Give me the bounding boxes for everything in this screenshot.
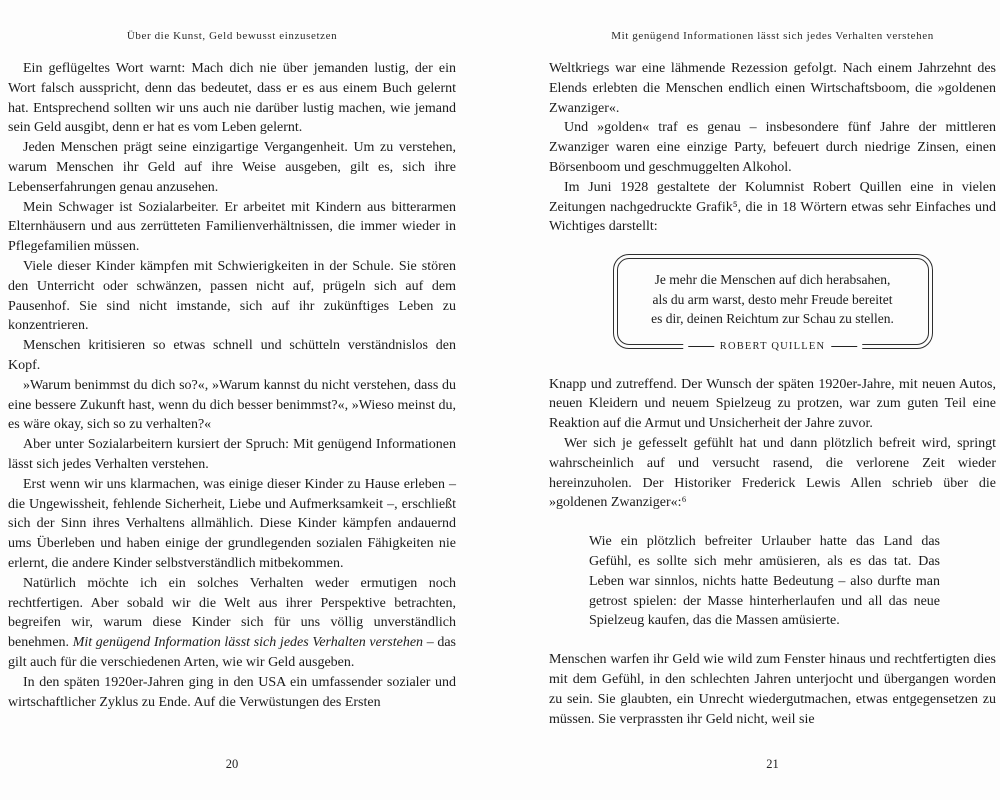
italic-phrase: Mit genügend Information lässt sich jedes Verhalten verstehen xyxy=(72,635,424,651)
right-page-body xyxy=(549,59,996,729)
paragraph: Viele dieser Kinder kämpfen mit Schwierigkeiten in der Schule. Sie stören den Unterricht oder schwänzen, passen nicht auf, prügeln sich auf dem Pausenhof. Sie sind nicht imstande, sich auf ihr zukünftiges Leben zu konzentrieren. xyxy=(8,258,456,334)
quote-box xyxy=(613,254,933,352)
paragraph: Ein geflügeltes Wort warnt: Mach dich nie über jemanden lustig, der ein Wort falsch ausspricht, denn das bedeutet, dass er es aus einem Buch gelernt hat. Entsprechend sollten wir uns auch nie darüber lustig machen, wie jemand sein Geld ausgibt, denn er hat es vom Leben gelernt. xyxy=(8,61,456,136)
paragraph-text: – das gilt auch für die verschiedenen Arten, wie wir Geld ausgeben. xyxy=(8,635,457,670)
block-quote: Wie ein plötzlich befreiter Urlauber hatte das Land das Gefühl, es sollte sich mehr amüsieren, als es das tat. Das Leben war sinnlos, nichts hatte Bedeutung – also durfte man getrost spielen: der Masse hinterherlaufen und all das neue Spielzeug kaufen, das die Massen amüsierte. xyxy=(589,534,940,629)
paragraph: In den späten 1920er-Jahren ging in den USA ein umfassender sozialer und wirtschaftlicher Zyklus zu Ende. Auf die Verwüstungen des Ersten xyxy=(8,674,456,710)
quote-line: es dir, deinen Reichtum zur Schau zu stellen. xyxy=(651,311,894,327)
left-page-content xyxy=(0,30,500,712)
right-page xyxy=(500,0,1000,800)
page-number-right: 21 xyxy=(766,757,779,771)
paragraph: Knapp und zutreffend. Der Wunsch der späten 1920er-Jahre, mit neuen Autos, neuen Kleidern und neuem Spielzeug zu protzen, war zum guten Teil eine Reaktion auf die Armut und Unsicherheit der Jahre zuvor. xyxy=(549,376,996,432)
attribution-name: ROBERT QUILLEN xyxy=(719,340,826,352)
running-header-right: Mit genügend Informationen lässt sich jedes Verhalten verstehen xyxy=(611,30,934,42)
quote-line: als du arm warst, desto mehr Freude bereitet xyxy=(652,291,893,307)
paragraph: Und »golden« traf es genau – insbesondere fünf Jahre der mittleren Zwanziger waren eine einzige Party, befeuert durch niedrige Zinsen, einen Börsenboom und geschmuggelten Alkohol. xyxy=(549,120,996,175)
paragraph: Erst wenn wir uns klarmachen, was einige dieser Kinder zu Hause erleben – die Ungewissheit, fehlende Sicherheit, Liebe und Aufmerksamkeit –, erschließt sich der Sinn ihres Verhaltens allmählich. Diese Kinder kämpfen andauernd ums Überleben und haben einige der grundlegenden sozialen Fähigkeiten nie erlernt, die andere Kinder selbstverständlich mitbekommen. xyxy=(8,476,456,571)
quote-attribution xyxy=(683,337,863,357)
quote-line: Je mehr die Menschen auf dich herabsahen, xyxy=(654,272,891,288)
paragraph: Im Juni 1928 gestaltete der Kolumnist Robert Quillen eine in vielen Zeitungen nachgedruckte Grafik⁵, die in 18 Wörtern etwas sehr Einfaches und Wichtiges darstellt: xyxy=(549,179,996,235)
paragraph-text: Natürlich möchte ich ein solches Verhalten weder ermutigen noch rechtfertigen. Aber sobald wir die Welt aus ihrer Perspektive betrachten, begreifen wir, warum diese Kinder sich für uns völlig unverständlich benehmen. xyxy=(8,575,456,651)
paragraph-with-italic xyxy=(8,574,456,673)
attribution-rule-left xyxy=(688,346,714,347)
paragraph: Jeden Menschen prägt seine einzigartige Vergangenheit. Um zu verstehen, warum Menschen ihr Geld auf ihre Weise ausgeben, gilt es, sich ihre Lebenserfahrungen genau anzusehen. xyxy=(8,140,456,195)
right-page-content xyxy=(500,30,1000,729)
paragraph: »Warum benimmst du dich so?«, »Warum kannst du nicht verstehen, dass du eine bessere Zukunft hast, wenn du dich besser benimmst?«, »Wieso meinst du, es wäre okay, sich so zu verhalten?« xyxy=(8,377,456,433)
running-header-left: Über die Kunst, Geld bewusst einzusetzen xyxy=(126,30,338,42)
paragraph: Weltkriegs war eine lähmende Rezession gefolgt. Nach einem Jahrzehnt des Elends erlebten die Menschen endlich einen Wirtschaftsboom, die »goldenen Zwanziger«. xyxy=(549,61,996,116)
left-page-body xyxy=(8,59,456,712)
paragraph: Wer sich je gefesselt gefühlt hat und dann plötzlich befreit wird, springt wahrscheinlich auf und versucht rasend, die verlorene Zeit wieder hereinzuholen. Der Historiker Frederick Lewis Allen schrieb über die »goldenen Zwanziger«:⁶ xyxy=(549,436,996,511)
paragraph: Menschen warfen ihr Geld wie wild zum Fenster hinaus und rechtfertigten dies mit dem Gefühl, in den schlechten Jahren unterjocht und übergangen worden zu sein. Sie glaubten, ein Unrecht wiedergutmachen, etwas entgegensetzen zu müssen. Sie verprassten ihr Geld nicht, weil sie xyxy=(549,652,996,727)
paragraph: Menschen kritisieren so etwas schnell und schütteln verständnislos den Kopf. xyxy=(8,338,456,373)
quote-box-frame xyxy=(617,258,929,345)
page-number-left: 20 xyxy=(225,757,239,771)
paragraph: Mein Schwager ist Sozialarbeiter. Er arbeitet mit Kindern aus bitterarmen Elternhäusern und aus zerrütteten Familienverhältnissen, die immer wieder in Pflegefamilien müssen. xyxy=(8,199,456,255)
paragraph: Aber unter Sozialarbeitern kursiert der Spruch: Mit genügend Informationen lässt sich jedes Verhalten verstehen. xyxy=(8,437,456,472)
attribution-rule-right xyxy=(831,346,857,347)
